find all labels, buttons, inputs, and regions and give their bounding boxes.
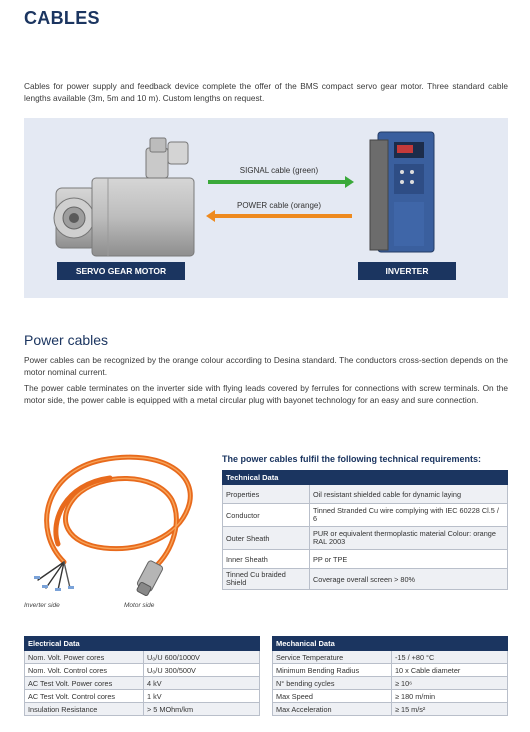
inverter-label: INVERTER — [358, 262, 456, 280]
servo-gear-motor-label: SERVO GEAR MOTOR — [57, 262, 185, 280]
table-cell-label: Nom. Volt. Power cores — [25, 651, 144, 664]
table-cell-label: Inner Sheath — [223, 550, 310, 569]
page-title: CABLES — [24, 8, 100, 28]
table-cell-value: Coverage overall screen > 80% — [310, 569, 508, 590]
table-cell-value: > 5 MOhm/km — [144, 703, 260, 716]
table-cell-label: Conductor — [223, 504, 310, 527]
inverter-image — [364, 126, 444, 256]
electrical-data-table — [24, 636, 260, 716]
table-cell-label: Max Acceleration — [273, 703, 392, 716]
table-cell-value: U₀/U 600/1000V — [144, 651, 260, 664]
connection-diagram — [24, 118, 508, 298]
electrical-data-header: Electrical Data — [25, 637, 260, 651]
intro-text: Cables for power supply and feedback device complete the offer of the BMS compact servo gear motor. Three standard cable lengths available (3m, 5m and 10 m). Custom lengths on request. — [24, 81, 508, 103]
table-cell-value: ≥ 180 m/min — [392, 690, 508, 703]
signal-cable-label: SIGNAL cable (green) — [239, 166, 319, 175]
motor-side-caption: Motor side — [124, 602, 155, 609]
table-cell-value: Tinned Stranded Cu wire complying with IEC 60228 Cl.5 / 6 — [310, 504, 508, 527]
technical-data-table — [222, 470, 508, 590]
technical-data-header: Technical Data — [223, 471, 508, 485]
table-cell-value: 4 kV — [144, 677, 260, 690]
table-cell-label: Nom. Volt. Control cores — [25, 664, 144, 677]
requirements-title: The power cables fulfil the following technical requirements: — [222, 454, 482, 464]
section-title: Power cables — [24, 332, 109, 348]
table-cell-label: Minimum Bending Radius — [273, 664, 392, 677]
inverter-side-caption: Inverter side — [24, 602, 60, 609]
table-cell-label: N° bending cycles — [273, 677, 392, 690]
servo-gear-motor-image — [52, 132, 202, 262]
mechanical-data-header: Mechanical Data — [273, 637, 508, 651]
table-cell-value: 1 kV — [144, 690, 260, 703]
table-cell-value: Oil resistant shielded cable for dynamic laying — [310, 485, 508, 504]
table-cell-label: Service Temperature — [273, 651, 392, 664]
power-cable-label: POWER cable (orange) — [236, 201, 322, 210]
power-cable-image — [24, 444, 204, 600]
table-cell-label: Tinned Cu braided Shield — [223, 569, 310, 590]
table-cell-value: PP or TPE — [310, 550, 508, 569]
signal-arrow — [208, 180, 346, 184]
power-arrow — [214, 214, 352, 218]
table-cell-label: Outer Sheath — [223, 527, 310, 550]
power-cables-paragraph-1: Power cables can be recognized by the orange colour according to Desina standard. The conductors cross-section depends on the motor nominal current. — [24, 355, 508, 377]
table-cell-value: PUR or equivalent thermoplastic material Colour: orange RAL 2003 — [310, 527, 508, 550]
table-cell-value: 10 x Cable diameter — [392, 664, 508, 677]
table-cell-label: Insulation Resistance — [25, 703, 144, 716]
table-cell-label: Properties — [223, 485, 310, 504]
table-cell-value: U₀/U 300/500V — [144, 664, 260, 677]
table-cell-label: AC Test Volt. Power cores — [25, 677, 144, 690]
table-cell-value: -15 / +80 °C — [392, 651, 508, 664]
mechanical-data-table — [272, 636, 508, 716]
power-cables-paragraph-2: The power cable terminates on the inverter side with flying leads covered by ferrules for connections with screw terminals. On the motor side, the power cable is equipped with a metal circular plug with bayonet technology for an easy and sure connection. — [24, 383, 508, 405]
table-cell-value: ≥ 10⁶ — [392, 677, 508, 690]
table-cell-label: AC Test Volt. Control cores — [25, 690, 144, 703]
table-cell-value: ≥ 15 m/s² — [392, 703, 508, 716]
table-cell-label: Max Speed — [273, 690, 392, 703]
